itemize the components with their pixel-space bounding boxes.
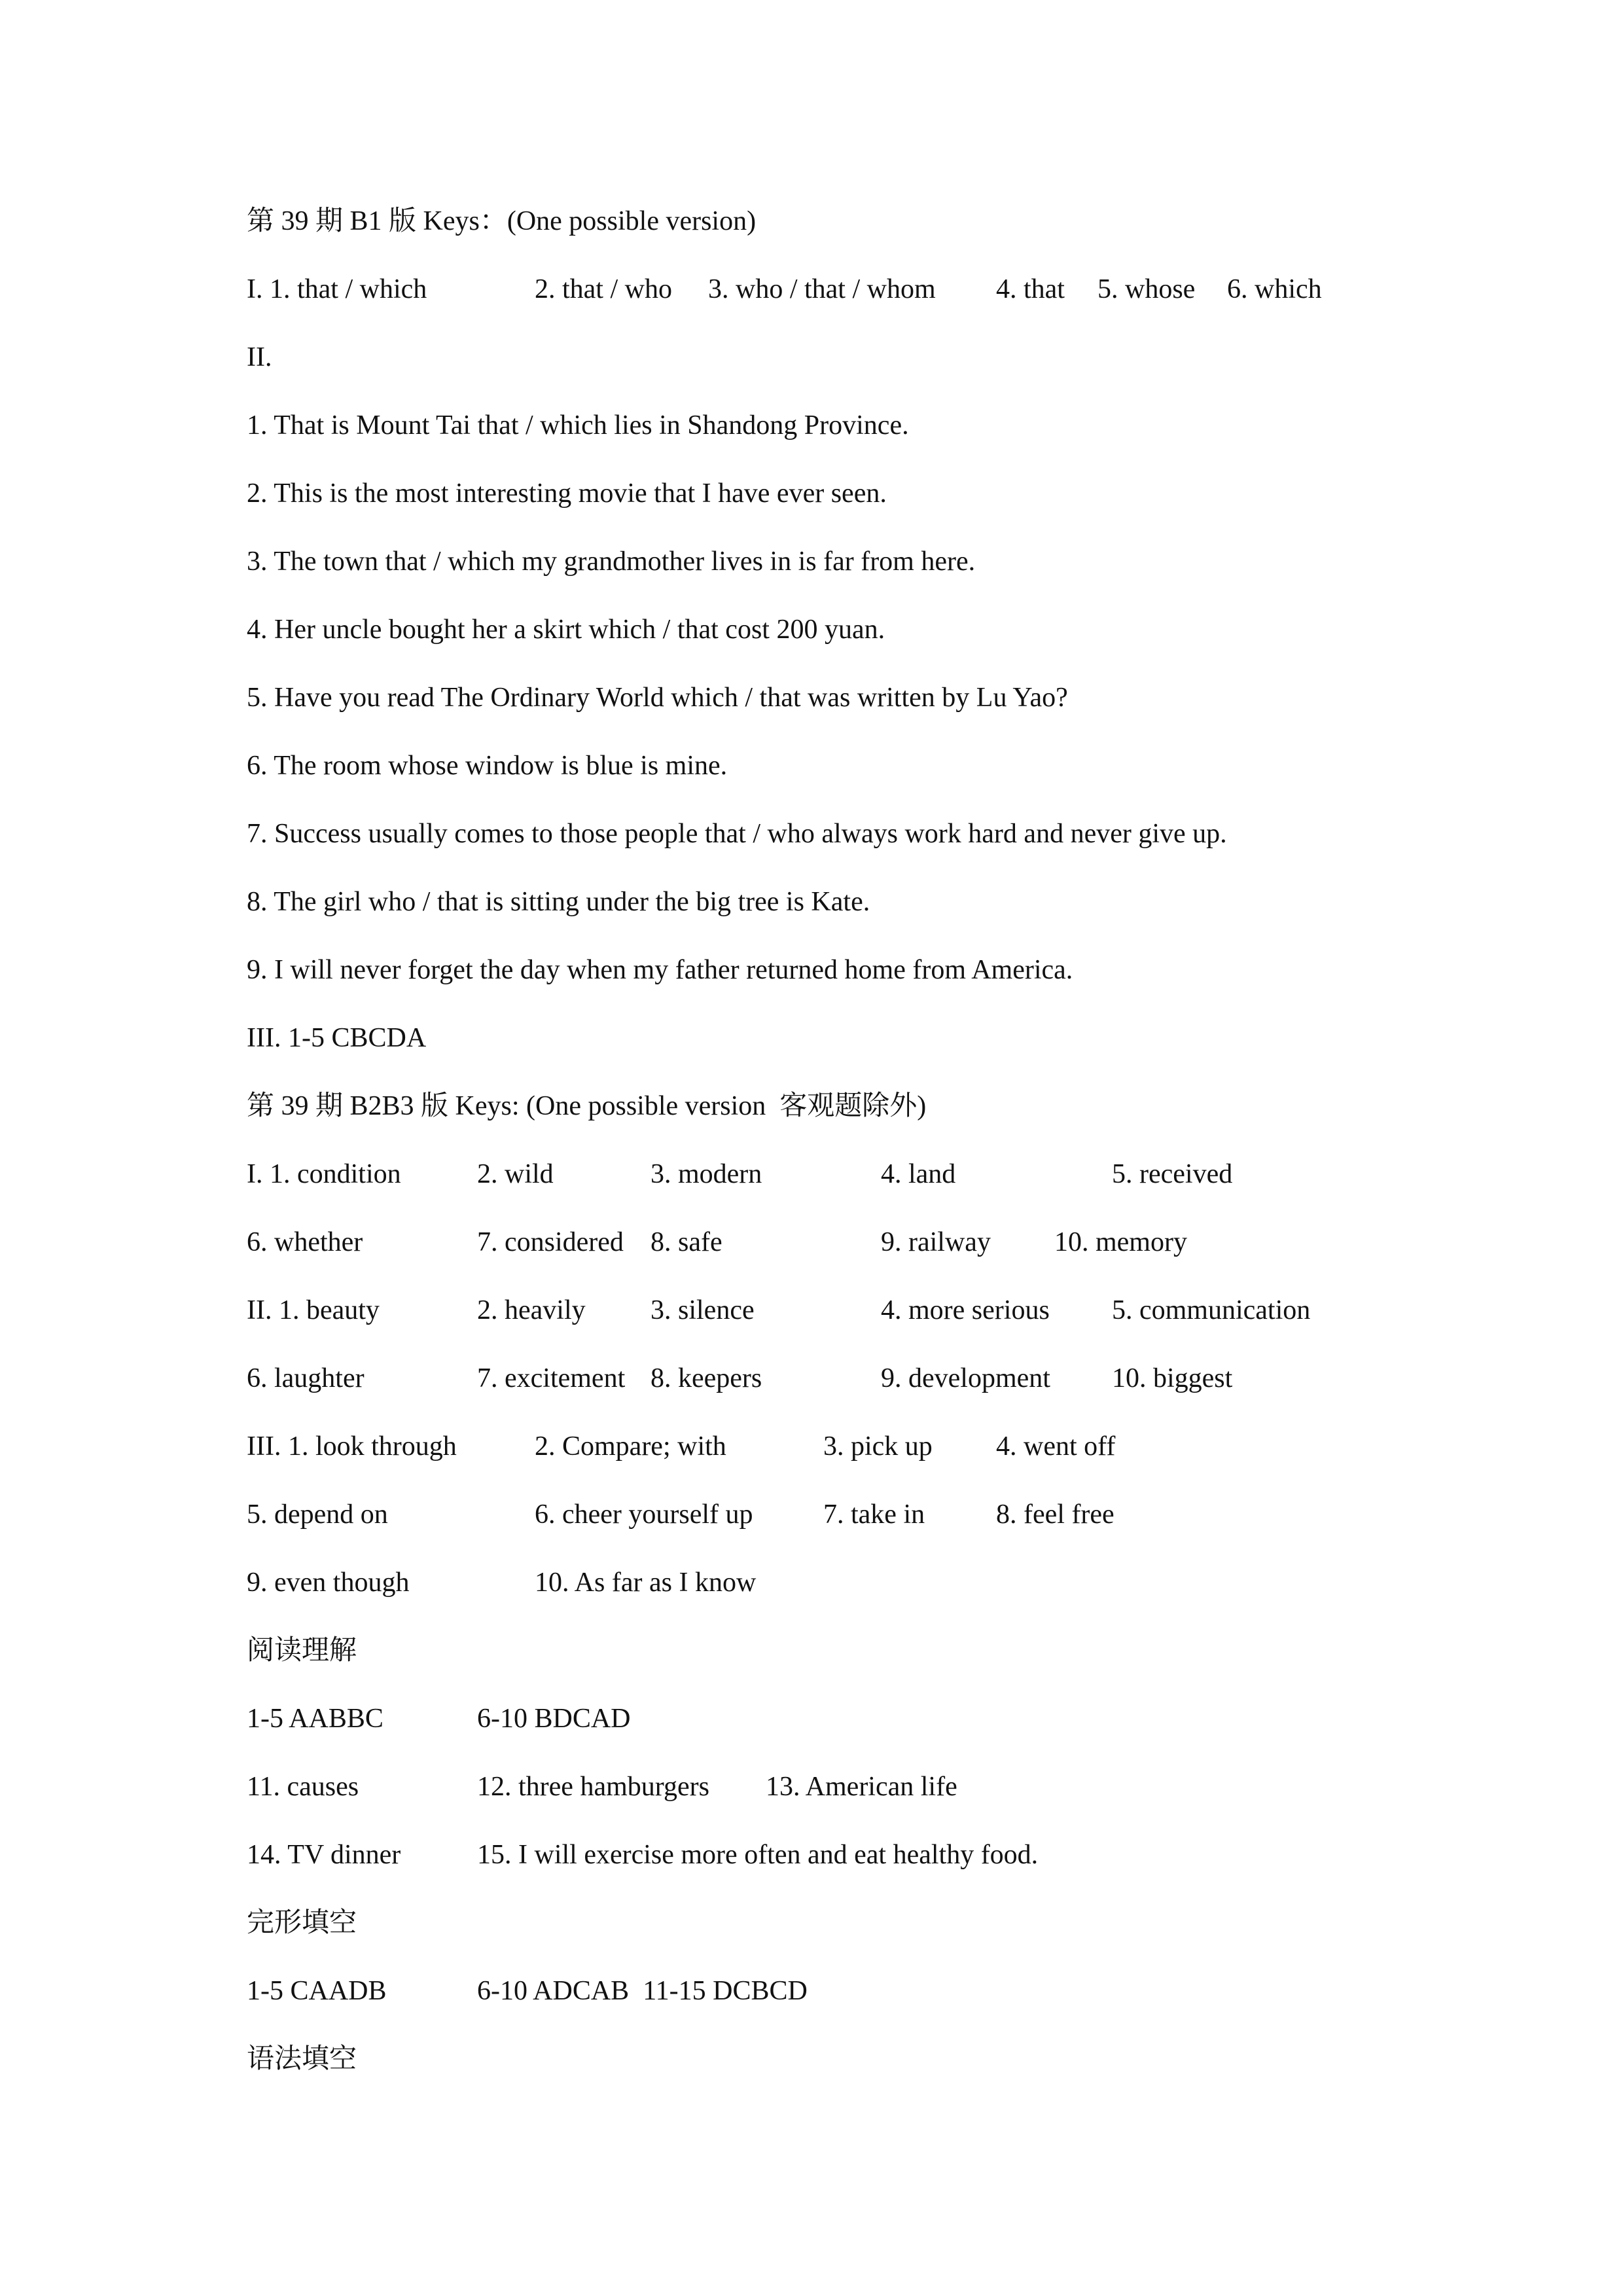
b2b3-part3-answer: 8. feel free xyxy=(996,1499,1115,1530)
b2b3-part1-answer: 4. land xyxy=(881,1159,956,1189)
b2b3-part1-answer: 3. modern xyxy=(651,1159,762,1189)
b2b3-part1-answer: 5. received xyxy=(1112,1159,1233,1189)
b1-part3: III. 1-5 CBCDA xyxy=(247,1023,427,1053)
b1-part2-item: 3. The town that / which my grandmother lives in is far from here. xyxy=(247,547,976,577)
reading-answer: 15. I will exercise more often and eat healthy food. xyxy=(477,1840,1039,1870)
b1-part1-answer-3: 3. who / that / whom xyxy=(708,274,936,304)
b2b3-part1-row xyxy=(247,1153,1359,1195)
b2b3-part3-answer: 4. went off xyxy=(996,1431,1116,1462)
cloze-row xyxy=(247,1970,1359,2012)
reading-answer: 12. three hamburgers xyxy=(477,1772,709,1802)
b1-part2-item: 8. The girl who / that is sitting under the big tree is Kate. xyxy=(247,887,870,917)
b2b3-part1-answer: 7. considered xyxy=(477,1227,624,1257)
b2b3-heading: 第 39 期 B2B3 版 Keys: (One possible version 客观题除外) xyxy=(247,1091,927,1121)
b1-part2-label: II. xyxy=(247,342,272,372)
b2b3-part3-answer: 9. even though xyxy=(247,1568,410,1598)
reading-answer: 13. American life xyxy=(766,1772,957,1802)
b1-part1-row xyxy=(247,268,1359,310)
b1-part2-item: 2. This is the most interesting movie that I have ever seen. xyxy=(247,478,887,509)
b2b3-part3-row xyxy=(247,1426,1359,1467)
b2b3-part1-answer: 10. memory xyxy=(1054,1227,1187,1257)
b2b3-part3-answer: 3. pick up xyxy=(823,1431,933,1462)
b2b3-part2-answer: 8. keepers xyxy=(651,1363,762,1393)
b1-part2-item: 6. The room whose window is blue is mine. xyxy=(247,751,728,781)
b2b3-part3-answer: 10. As far as I know xyxy=(535,1568,757,1598)
b2b3-part3-row xyxy=(247,1562,1359,1604)
b2b3-part1-answer: 6. whether xyxy=(247,1227,363,1257)
b2b3-part3-answer: III. 1. look through xyxy=(247,1431,457,1462)
b1-part2-item: 9. I will never forget the day when my father returned home from America. xyxy=(247,955,1073,985)
cloze-answer: 1-5 CAADB xyxy=(247,1976,387,2006)
reading-row xyxy=(247,1698,1359,1740)
b2b3-part2-answer: 10. biggest xyxy=(1112,1363,1233,1393)
b1-part2-item: 4. Her uncle bought her a skirt which / that cost 200 yuan. xyxy=(247,615,885,645)
reading-answer: 11. causes xyxy=(247,1772,359,1802)
b2b3-part2-answer: 2. heavily xyxy=(477,1295,586,1325)
cloze-label: 完形填空 xyxy=(247,1908,357,1938)
b2b3-part1-row xyxy=(247,1221,1359,1263)
b2b3-part2-answer: 5. communication xyxy=(1112,1295,1311,1325)
cloze-answer: 6-10 ADCAB 11-15 DCBCD xyxy=(477,1976,808,2006)
b1-part2-item: 5. Have you read The Ordinary World which / that was written by Lu Yao? xyxy=(247,683,1068,713)
b2b3-part2-answer: II. 1. beauty xyxy=(247,1295,380,1325)
b2b3-part3-answer: 2. Compare; with xyxy=(535,1431,726,1462)
b1-part1-answer-5: 5. whose xyxy=(1097,274,1196,304)
grammar-label: 语法填空 xyxy=(247,2044,357,2074)
b1-part1-answer-6: 6. which xyxy=(1227,274,1322,304)
b2b3-part3-answer: 5. depend on xyxy=(247,1499,388,1530)
b2b3-part1-answer: 8. safe xyxy=(651,1227,722,1257)
b1-part2-item: 7. Success usually comes to those people that / who always work hard and never give up. xyxy=(247,819,1227,849)
reading-answer: 6-10 BDCAD xyxy=(477,1704,631,1734)
reading-row xyxy=(247,1834,1359,1876)
b2b3-part2-row xyxy=(247,1289,1359,1331)
b2b3-part3-answer: 6. cheer yourself up xyxy=(535,1499,753,1530)
reading-answer: 14. TV dinner xyxy=(247,1840,401,1870)
b2b3-part2-answer: 7. excitement xyxy=(477,1363,626,1393)
reading-row xyxy=(247,1766,1359,1808)
b1-part2-item: 1. That is Mount Tai that / which lies in Shandong Province. xyxy=(247,410,909,440)
b2b3-part2-answer: 4. more serious xyxy=(881,1295,1050,1325)
reading-label: 阅读理解 xyxy=(247,1636,357,1666)
b2b3-part1-answer: I. 1. condition xyxy=(247,1159,401,1189)
b2b3-part2-answer: 3. silence xyxy=(651,1295,755,1325)
b2b3-part2-row xyxy=(247,1357,1359,1399)
b2b3-part2-answer: 6. laughter xyxy=(247,1363,365,1393)
b1-part1-answer-1: I. 1. that / which xyxy=(247,274,427,304)
b2b3-part1-answer: 9. railway xyxy=(881,1227,991,1257)
b2b3-part3-answer: 7. take in xyxy=(823,1499,925,1530)
b2b3-part1-answer: 2. wild xyxy=(477,1159,554,1189)
b1-part1-answer-2: 2. that / who xyxy=(535,274,672,304)
b1-heading: 第 39 期 B1 版 Keys：(One possible version) xyxy=(247,206,757,236)
b1-part1-answer-4: 4. that xyxy=(996,274,1065,304)
b2b3-part3-row xyxy=(247,1494,1359,1535)
b2b3-part2-answer: 9. development xyxy=(881,1363,1050,1393)
reading-answer: 1-5 AABBC xyxy=(247,1704,383,1734)
